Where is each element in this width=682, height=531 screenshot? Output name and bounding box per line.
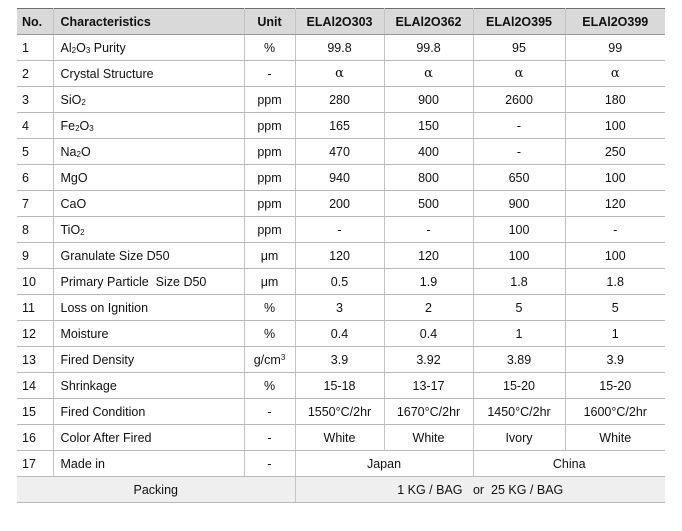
packing-value: 1 KG / BAG or 25 KG / BAG	[295, 477, 665, 503]
row-number: 3	[17, 87, 53, 113]
row-number: 6	[17, 165, 53, 191]
table-row	[17, 295, 665, 321]
characteristic-name: Fired Condition	[53, 399, 244, 425]
row-number: 5	[17, 139, 53, 165]
table-row	[17, 165, 665, 191]
value-cell: 1	[473, 321, 565, 347]
value-cell: 99	[565, 35, 665, 61]
value-cell: 13-17	[384, 373, 473, 399]
value-cell: 280	[295, 87, 384, 113]
value-cell: -	[473, 139, 565, 165]
unit-superscript: 3	[280, 352, 286, 362]
header-row	[17, 9, 665, 35]
formula-part: O	[76, 40, 86, 55]
unit-cell: -	[244, 399, 295, 425]
value-cell: 1670°C/2hr	[384, 399, 473, 425]
table-row	[17, 399, 665, 425]
formula-part: Na	[60, 144, 77, 159]
row-number: 11	[17, 295, 53, 321]
made-in-row	[17, 451, 665, 477]
table-row	[17, 61, 665, 87]
formula-subscript: 2	[71, 45, 77, 55]
value-cell: 100	[565, 243, 665, 269]
specification-table	[17, 8, 665, 503]
value-cell: 3.9	[295, 347, 384, 373]
value-cell: 100	[473, 217, 565, 243]
characteristic-name	[53, 87, 244, 113]
unit-cell: μm	[244, 243, 295, 269]
row-number: 4	[17, 113, 53, 139]
value-cell: 0.4	[295, 321, 384, 347]
value-cell: 3.9	[565, 347, 665, 373]
value-cell: 900	[473, 191, 565, 217]
formula-subscript: 2	[75, 123, 80, 133]
value-cell: White	[295, 425, 384, 451]
table-row	[17, 217, 665, 243]
characteristic-name: Crystal Structure	[53, 61, 244, 87]
row-number: 14	[17, 373, 53, 399]
characteristic-name: Loss on Ignition	[53, 295, 244, 321]
value-cell: 400	[384, 139, 473, 165]
packing-row	[17, 477, 665, 503]
unit-cell: -	[244, 61, 295, 87]
characteristic-name: Primary Particle Size D50	[53, 269, 244, 295]
value-cell: 15-20	[473, 373, 565, 399]
table-row	[17, 373, 665, 399]
table-row	[17, 113, 665, 139]
characteristic-name	[53, 139, 244, 165]
characteristic-name: Made in	[53, 451, 244, 477]
unit-cell: ppm	[244, 217, 295, 243]
unit-cell: μm	[244, 269, 295, 295]
unit-part: g/cm	[253, 352, 281, 367]
value-cell: 100	[473, 243, 565, 269]
unit-cell: ppm	[244, 87, 295, 113]
formula-subscript: 2	[81, 97, 86, 107]
value-cell: 800	[384, 165, 473, 191]
characteristic-name: Color After Fired	[53, 425, 244, 451]
table-row	[17, 87, 665, 113]
value-cell: 1450°C/2hr	[473, 399, 565, 425]
value-cell: 100	[565, 165, 665, 191]
value-cell: 940	[295, 165, 384, 191]
value-cell: 99.8	[384, 35, 473, 61]
value-cell: α	[295, 61, 384, 87]
value-cell: -	[473, 113, 565, 139]
unit-cell: ppm	[244, 113, 295, 139]
row-number: 2	[17, 61, 53, 87]
value-cell: 5	[565, 295, 665, 321]
characteristic-name	[53, 217, 244, 243]
value-cell: 3	[295, 295, 384, 321]
formula-part: Purity	[90, 40, 126, 55]
value-cell: 1600°C/2hr	[565, 399, 665, 425]
unit-cell	[244, 347, 295, 373]
value-cell: 1550°C/2hr	[295, 399, 384, 425]
value-cell: 3.89	[473, 347, 565, 373]
value-cell: White	[565, 425, 665, 451]
value-cell: 1.9	[384, 269, 473, 295]
unit-cell: ppm	[244, 191, 295, 217]
formula-part: Al	[60, 40, 72, 55]
value-cell: 165	[295, 113, 384, 139]
characteristic-name: CaO	[53, 191, 244, 217]
value-cell: 500	[384, 191, 473, 217]
header-product: ELAl2O399	[565, 9, 665, 35]
formula-part: TiO	[60, 222, 81, 237]
value-cell: 180	[565, 87, 665, 113]
formula-part: O	[80, 144, 91, 159]
packing-label: Packing	[17, 477, 295, 503]
value-cell: 120	[295, 243, 384, 269]
row-number: 8	[17, 217, 53, 243]
value-cell: α	[473, 61, 565, 87]
value-cell: 1	[565, 321, 665, 347]
formula-subscript: 2	[80, 227, 85, 237]
unit-cell: %	[244, 321, 295, 347]
characteristic-name: Shrinkage	[53, 373, 244, 399]
value-cell: 120	[384, 243, 473, 269]
value-cell: 470	[295, 139, 384, 165]
table-row	[17, 321, 665, 347]
formula-subscript: 3	[89, 123, 94, 133]
row-number: 12	[17, 321, 53, 347]
origin-china: China	[473, 451, 665, 477]
unit-cell: %	[244, 35, 295, 61]
value-cell: 650	[473, 165, 565, 191]
table-row	[17, 347, 665, 373]
characteristic-name: Moisture	[53, 321, 244, 347]
value-cell: α	[565, 61, 665, 87]
value-cell: 1.8	[473, 269, 565, 295]
unit-cell: %	[244, 295, 295, 321]
table-row	[17, 35, 665, 61]
value-cell: -	[384, 217, 473, 243]
value-cell: 100	[565, 113, 665, 139]
value-cell: 2	[384, 295, 473, 321]
value-cell: Ivory	[473, 425, 565, 451]
characteristic-name: Fired Density	[53, 347, 244, 373]
characteristic-name	[53, 113, 244, 139]
formula-subscript: 3	[85, 45, 91, 55]
formula-part: SiO	[60, 92, 82, 107]
row-number: 10	[17, 269, 53, 295]
unit-cell: -	[244, 451, 295, 477]
value-cell: 15-20	[565, 373, 665, 399]
characteristic-name: MgO	[53, 165, 244, 191]
value-cell: 0.5	[295, 269, 384, 295]
row-number: 17	[17, 451, 53, 477]
row-number: 16	[17, 425, 53, 451]
value-cell: 15-18	[295, 373, 384, 399]
characteristic-name	[53, 35, 244, 61]
origin-japan: Japan	[295, 451, 473, 477]
formula-part: Fe	[60, 118, 76, 133]
value-cell: 250	[565, 139, 665, 165]
header-product: ELAl2O362	[384, 9, 473, 35]
header-product: ELAl2O395	[473, 9, 565, 35]
row-number: 9	[17, 243, 53, 269]
value-cell: 5	[473, 295, 565, 321]
value-cell: 200	[295, 191, 384, 217]
row-number: 13	[17, 347, 53, 373]
value-cell: 900	[384, 87, 473, 113]
value-cell: 1.8	[565, 269, 665, 295]
unit-cell: ppm	[244, 165, 295, 191]
value-cell: 2600	[473, 87, 565, 113]
value-cell: 99.8	[295, 35, 384, 61]
value-cell: -	[295, 217, 384, 243]
row-number: 15	[17, 399, 53, 425]
value-cell: 120	[565, 191, 665, 217]
formula-part: O	[79, 118, 90, 133]
value-cell: 0.4	[384, 321, 473, 347]
value-cell: α	[384, 61, 473, 87]
header-no: No.	[17, 9, 53, 35]
unit-cell: %	[244, 373, 295, 399]
value-cell: 95	[473, 35, 565, 61]
unit-cell: ppm	[244, 139, 295, 165]
table-row	[17, 425, 665, 451]
unit-cell: -	[244, 425, 295, 451]
value-cell: 150	[384, 113, 473, 139]
characteristic-name: Granulate Size D50	[53, 243, 244, 269]
row-number: 1	[17, 35, 53, 61]
header-characteristics: Characteristics	[53, 9, 244, 35]
table-row	[17, 243, 665, 269]
header-product: ELAl2O303	[295, 9, 384, 35]
row-number: 7	[17, 191, 53, 217]
formula-subscript: 2	[76, 149, 81, 159]
value-cell: White	[384, 425, 473, 451]
header-unit: Unit	[244, 9, 295, 35]
table-row	[17, 139, 665, 165]
table-row	[17, 191, 665, 217]
value-cell: -	[565, 217, 665, 243]
table-row	[17, 269, 665, 295]
value-cell: 3.92	[384, 347, 473, 373]
